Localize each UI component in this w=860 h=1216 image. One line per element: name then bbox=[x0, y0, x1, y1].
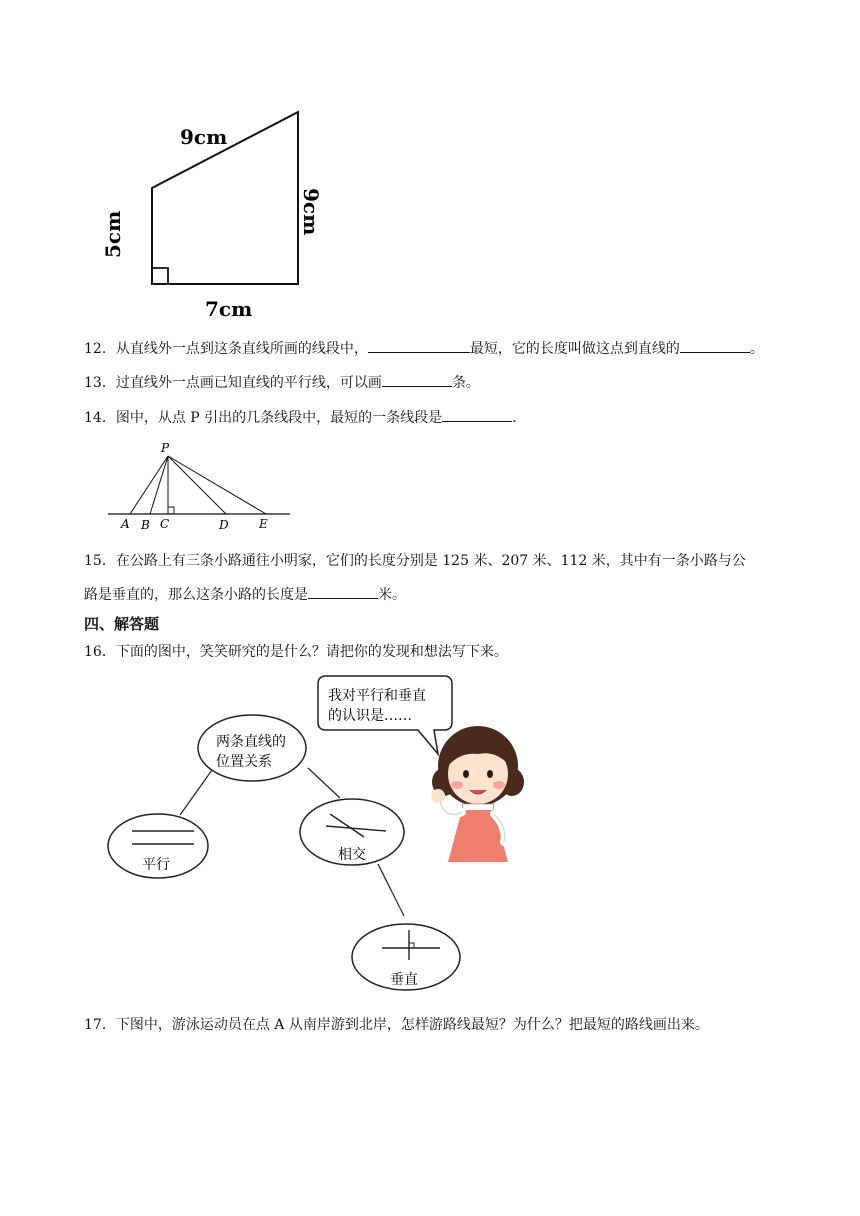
question-14-text-1: 图中，从点 P 引出的几条线段中，最短的一条线段是 bbox=[115, 410, 443, 426]
label-d: D bbox=[219, 518, 229, 532]
segment-pb bbox=[150, 456, 168, 514]
question-13-text-1: 过直线外一点画已知直线的平行线，可以画 bbox=[115, 375, 382, 391]
question-13 bbox=[84, 372, 480, 393]
perpendicular-label: 垂直 bbox=[390, 972, 418, 988]
root-label-line-2: 位置关系 bbox=[216, 754, 272, 770]
question-16 bbox=[84, 642, 508, 662]
question-14-text-2: ． bbox=[512, 410, 527, 426]
label-b: B bbox=[141, 518, 150, 532]
question-15-blank[interactable] bbox=[308, 584, 378, 599]
label-e: E bbox=[259, 517, 268, 531]
question-12-blank-2[interactable] bbox=[680, 338, 750, 353]
question-15-text-3: 米。 bbox=[378, 587, 406, 603]
question-12-text-3: 。 bbox=[749, 341, 764, 357]
intersect-label: 相交 bbox=[338, 847, 366, 863]
line-relations-figure bbox=[100, 670, 540, 1000]
question-16-text: 下面的图中，笑笑研究的是什么？请把你的发现和想法写下来。 bbox=[115, 644, 508, 660]
connector-intersect-perpendicular bbox=[378, 864, 404, 916]
question-14 bbox=[84, 407, 526, 428]
label-c: C bbox=[160, 517, 170, 531]
connector-root-parallel bbox=[180, 770, 212, 815]
right-angle-mark-c bbox=[168, 507, 174, 514]
question-12-text-2: 最短，它的长度叫做这点到直线的 bbox=[469, 341, 680, 357]
question-12-text-1: 从直线外一点到这条直线所画的线段中， bbox=[115, 341, 368, 357]
question-13-blank[interactable] bbox=[382, 372, 452, 387]
question-12-blank-1[interactable] bbox=[368, 338, 470, 353]
label-p: P bbox=[161, 441, 170, 455]
question-15-number: 15． bbox=[84, 553, 116, 569]
right-angle-mark bbox=[152, 268, 168, 284]
trapezoid-left-label: 5cm bbox=[101, 210, 125, 258]
trapezoid-figure bbox=[90, 100, 350, 330]
section-4-title: 四、解答题 bbox=[84, 615, 160, 633]
trapezoid-right-label: 9cm bbox=[299, 188, 323, 236]
question-15-text-2: 路是垂直的，那么这条小路的长度是 bbox=[84, 587, 308, 603]
root-label-line-1: 两条直线的 bbox=[216, 734, 286, 750]
trapezoid-top-label: 9cm bbox=[180, 125, 228, 149]
question-12 bbox=[84, 338, 764, 359]
label-a: A bbox=[121, 517, 130, 531]
question-13-number: 13． bbox=[84, 375, 116, 391]
question-14-number: 14． bbox=[84, 410, 116, 426]
parallel-label: 平行 bbox=[142, 857, 170, 873]
trapezoid-bottom-label: 7cm bbox=[205, 297, 253, 321]
girl-illustration bbox=[431, 726, 524, 862]
point-p-figure bbox=[104, 440, 294, 532]
question-17-text: 下图中，游泳运动员在点 A 从南岸游到北岸，怎样游路线最短？为什么？把最短的路线画出来。 bbox=[115, 1017, 709, 1033]
question-14-blank[interactable] bbox=[442, 407, 512, 422]
question-15-line-1 bbox=[84, 551, 746, 571]
question-16-number: 16． bbox=[84, 644, 116, 660]
bubble-line-1: 我对平行和垂直 bbox=[328, 688, 426, 704]
question-17-number: 17． bbox=[84, 1017, 116, 1033]
question-17 bbox=[84, 1015, 709, 1035]
question-15-line-2 bbox=[84, 584, 406, 605]
bubble-line-2: 的认识是…… bbox=[328, 708, 412, 724]
question-12-number: 12． bbox=[84, 341, 116, 357]
question-13-text-2: 条。 bbox=[451, 375, 480, 391]
question-15-text-1: 在公路上有三条小路通往小明家，它们的长度分别是 125 米、207 米、112 米，其中有一条小路与公 bbox=[115, 553, 746, 569]
connector-root-intersect bbox=[308, 768, 340, 798]
segment-pa bbox=[130, 456, 168, 514]
